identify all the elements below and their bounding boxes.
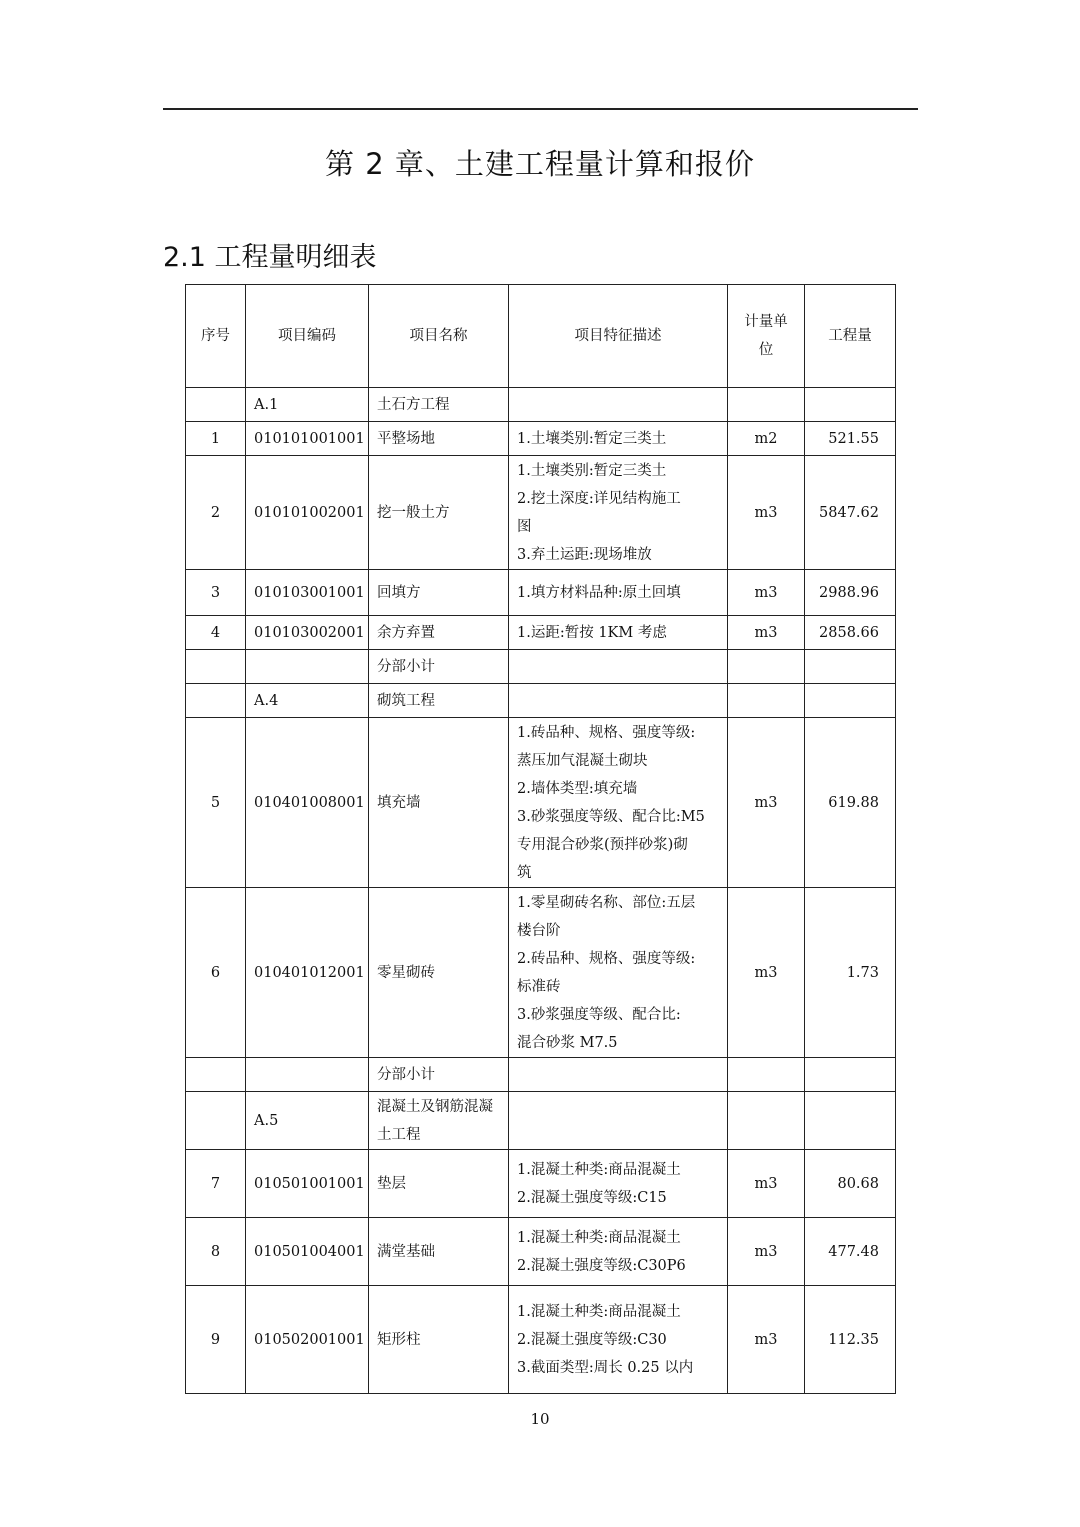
cell-seq xyxy=(186,1092,246,1150)
desc-line: 1.混凝土种类:商品混凝土 xyxy=(517,1161,681,1178)
cell-name: 分部小计 xyxy=(369,1058,509,1092)
cell-desc xyxy=(509,1058,728,1092)
cell-code: 010401008001 xyxy=(246,718,369,888)
cell-unit: m3 xyxy=(728,718,805,888)
cell-seq xyxy=(186,1058,246,1092)
cell-unit: m3 xyxy=(728,616,805,650)
desc-line: 筑 xyxy=(517,864,532,881)
cell-seq xyxy=(186,684,246,718)
cell-desc xyxy=(509,456,728,570)
cell-name: 零星砌砖 xyxy=(369,888,509,1058)
cell-qty: 2988.96 xyxy=(805,570,896,616)
cell-desc xyxy=(509,718,728,888)
cell-qty xyxy=(805,388,896,422)
header-unit-line1: 计量单 xyxy=(744,314,788,330)
header-code: 项目编码 xyxy=(246,285,369,388)
cell-code: 010501001001 xyxy=(246,1150,369,1218)
table-row xyxy=(186,388,896,422)
desc-line: 2.挖土深度:详见结构施工 xyxy=(517,490,681,507)
desc-line: 3.弃土运距:现场堆放 xyxy=(517,546,652,563)
cell-unit xyxy=(728,650,805,684)
table-row xyxy=(186,684,896,718)
cell-desc xyxy=(509,1286,728,1394)
cell-seq: 2 xyxy=(186,456,246,570)
cell-unit xyxy=(728,684,805,718)
cell-desc xyxy=(509,1092,728,1150)
table-row xyxy=(186,888,896,1058)
desc-line: 2.混凝土强度等级:C30 xyxy=(517,1331,667,1348)
desc-line: 专用混合砂浆(预拌砂浆)砌 xyxy=(517,836,688,853)
cell-desc xyxy=(509,1150,728,1218)
cell-seq: 4 xyxy=(186,616,246,650)
desc-line: 1.土壤类别:暂定三类土 xyxy=(517,462,667,479)
cell-qty: 1.73 xyxy=(805,888,896,1058)
cell-code: 010101001001 xyxy=(246,422,369,456)
desc-line: 蒸压加气混凝土砌块 xyxy=(517,752,648,769)
cell-unit: m2 xyxy=(728,422,805,456)
desc-line: 1.砖品种、规格、强度等级: xyxy=(517,724,696,741)
table-row xyxy=(186,650,896,684)
cell-seq: 8 xyxy=(186,1218,246,1286)
desc-line: 2.墙体类型:填充墙 xyxy=(517,780,638,797)
cell-desc xyxy=(509,388,728,422)
cell-name: 回填方 xyxy=(369,570,509,616)
desc-line: 3.砂浆强度等级、配合比: xyxy=(517,1006,681,1023)
cell-name: 挖一般土方 xyxy=(369,456,509,570)
cell-seq: 1 xyxy=(186,422,246,456)
cell-qty: 80.68 xyxy=(805,1150,896,1218)
cell-code: A.4 xyxy=(246,684,369,718)
table-row xyxy=(186,1150,896,1218)
cell-qty: 521.55 xyxy=(805,422,896,456)
section-title: 2.1 工程量明细表 xyxy=(163,242,377,273)
desc-line: 楼台阶 xyxy=(517,922,561,939)
cell-code xyxy=(246,650,369,684)
cell-desc xyxy=(509,650,728,684)
table-row xyxy=(186,1218,896,1286)
cell-name: 砌筑工程 xyxy=(369,684,509,718)
table-row xyxy=(186,616,896,650)
cell-seq xyxy=(186,650,246,684)
desc-line: 2.混凝土强度等级:C15 xyxy=(517,1189,667,1206)
cell-qty: 5847.62 xyxy=(805,456,896,570)
desc-line: 图 xyxy=(517,518,532,535)
cell-unit xyxy=(728,388,805,422)
cell-qty: 112.35 xyxy=(805,1286,896,1394)
cell-code: 010103002001 xyxy=(246,616,369,650)
header-unit-line2: 位 xyxy=(758,342,774,358)
header-desc: 项目特征描述 xyxy=(509,285,728,388)
cell-unit: m3 xyxy=(728,888,805,1058)
desc-line: 3.截面类型:周长 0.25 以内 xyxy=(517,1359,694,1376)
cell-name: 分部小计 xyxy=(369,650,509,684)
desc-line: 1.填方材料品种:原土回填 xyxy=(517,584,681,601)
cell-code: 010502001001 xyxy=(246,1286,369,1394)
cell-desc xyxy=(509,570,728,616)
cell-code: 010401012001 xyxy=(246,888,369,1058)
table-header-row xyxy=(186,285,896,388)
table-row xyxy=(186,1092,896,1150)
desc-line: 2.砖品种、规格、强度等级: xyxy=(517,950,696,967)
cell-desc xyxy=(509,888,728,1058)
cell-unit xyxy=(728,1058,805,1092)
desc-line: 1.混凝土种类:商品混凝土 xyxy=(517,1303,681,1320)
cell-code xyxy=(246,1058,369,1092)
cell-qty xyxy=(805,1058,896,1092)
cell-seq: 5 xyxy=(186,718,246,888)
cell-desc xyxy=(509,684,728,718)
cell-code: 010101002001 xyxy=(246,456,369,570)
cell-desc xyxy=(509,422,728,456)
cell-name: 混凝土及钢筋混凝土工程 xyxy=(369,1092,509,1150)
cell-seq: 6 xyxy=(186,888,246,1058)
cell-qty xyxy=(805,1092,896,1150)
cell-code: 010103001001 xyxy=(246,570,369,616)
chapter-title: 第 2 章、土建工程量计算和报价 xyxy=(325,147,755,181)
cell-desc xyxy=(509,1218,728,1286)
cell-unit: m3 xyxy=(728,570,805,616)
cell-desc xyxy=(509,616,728,650)
desc-line: 混合砂浆 M7.5 xyxy=(517,1034,618,1051)
table-row xyxy=(186,422,896,456)
cell-unit: m3 xyxy=(728,1150,805,1218)
table-row xyxy=(186,570,896,616)
header-unit xyxy=(728,285,805,388)
desc-line: 1.混凝土种类:商品混凝土 xyxy=(517,1229,681,1246)
cell-qty xyxy=(805,684,896,718)
cell-unit: m3 xyxy=(728,1286,805,1394)
page-number: 10 xyxy=(530,1410,550,1428)
header-seq: 序号 xyxy=(186,285,246,388)
desc-line: 1.土壤类别:暂定三类土 xyxy=(517,430,667,447)
cell-name: 土石方工程 xyxy=(369,388,509,422)
quantity-table xyxy=(185,284,896,1394)
cell-seq: 7 xyxy=(186,1150,246,1218)
cell-seq: 3 xyxy=(186,570,246,616)
cell-code: A.5 xyxy=(246,1092,369,1150)
cell-name: 垫层 xyxy=(369,1150,509,1218)
table-row xyxy=(186,1058,896,1092)
cell-unit xyxy=(728,1092,805,1150)
cell-seq xyxy=(186,388,246,422)
header-name: 项目名称 xyxy=(369,285,509,388)
desc-line: 标准砖 xyxy=(517,978,561,995)
cell-name: 余方弃置 xyxy=(369,616,509,650)
cell-code: A.1 xyxy=(246,388,369,422)
cell-unit: m3 xyxy=(728,1218,805,1286)
cell-unit: m3 xyxy=(728,456,805,570)
table-row xyxy=(186,1286,896,1394)
desc-line: 2.混凝土强度等级:C30P6 xyxy=(517,1257,686,1274)
cell-code: 010501004001 xyxy=(246,1218,369,1286)
cell-name: 填充墙 xyxy=(369,718,509,888)
desc-line: 3.砂浆强度等级、配合比:M5 xyxy=(517,808,705,825)
cell-name: 满堂基础 xyxy=(369,1218,509,1286)
desc-line: 1.零星砌砖名称、部位:五层 xyxy=(517,894,696,911)
cell-qty xyxy=(805,650,896,684)
cell-qty: 619.88 xyxy=(805,718,896,888)
cell-name: 平整场地 xyxy=(369,422,509,456)
cell-qty: 477.48 xyxy=(805,1218,896,1286)
cell-seq: 9 xyxy=(186,1286,246,1394)
cell-name: 矩形柱 xyxy=(369,1286,509,1394)
header-rule xyxy=(163,108,918,110)
desc-line: 1.运距:暂按 1KM 考虑 xyxy=(517,624,667,641)
header-qty: 工程量 xyxy=(805,285,896,388)
table-row xyxy=(186,718,896,888)
table-row xyxy=(186,456,896,570)
cell-qty: 2858.66 xyxy=(805,616,896,650)
